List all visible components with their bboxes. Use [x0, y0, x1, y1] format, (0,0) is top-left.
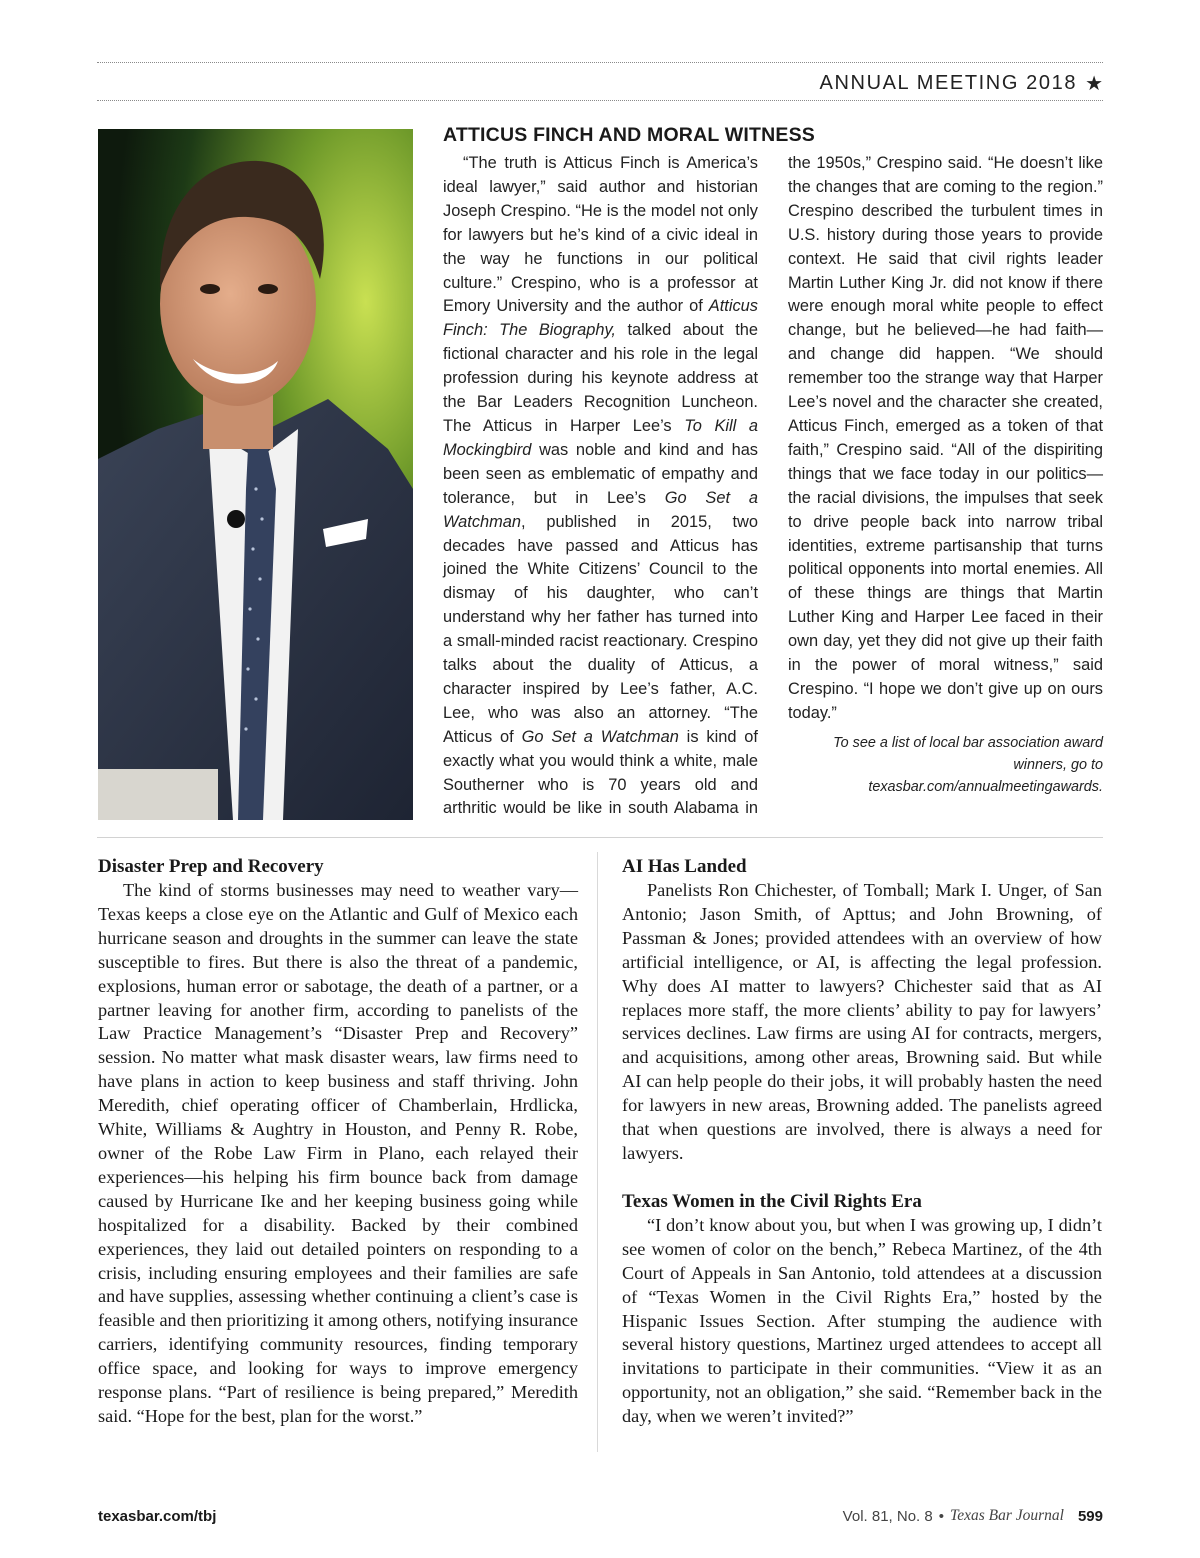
section-divider [97, 837, 1103, 838]
text-run: is kind of exactly what you would think a white, male Southerner who is 70 years old and arthritic would be like in south Alabama in the 1950s,” Crespino said. “He doesn’t like the changes that are coming to the region.” Crespino described the turbulent times in U.S. history during those years to provide context. He said that civil rights leader Martin Luther King Jr. did not know if there were enough moral white people to effect change, but he believed—he had faith—and change did happen. “We should remember too the strange way that Harper Lee’s novel and the character she created, Atticus Finch, emerged as a token of that faith,” Crespino said. “All of the dispiriting things that we face today in our politics—the racial divisions, the impulses that seek to drive people back into narrow tribal identities, extreme partisanship that turns political opponents into mortal enemies. All of these things are things that Martin Luther King and Harper Lee faced in their own day, yet they did not give up their faith in the power of moral witness,” said Crespino. “I hope we don’t give up on ours today.” [443, 154, 1103, 818]
book-title: To Kill a Mockingbird [443, 416, 759, 459]
site-link[interactable]: texasbar.com/tbj [98, 1507, 217, 1525]
article-body: “I don’t know about you, but when I was growing up, I didn’t see women of color on the bench,” Rebeca Martinez, of the 4th Court of Appeals in San Antonio, told attendees at a discussion of “Texas Women in the Civil Rights Era,” hosted by the Hispanic Issues Section. After stumping the audience with several history questions, Martinez urged attendees to accept all invitations to participate in their communities. “View it as an opportunity, not an obligation,” she said. “Remember back in the day, when we weren’t invited?” [622, 1214, 1102, 1427]
article-heading: Texas Women in the Civil Rights Era [622, 1190, 922, 1212]
text-run: “The truth is Atticus Finch is America’s ideal lawyer,” said author and historian Joseph Crespino. “He is the model not only for lawyers but he’s kind of a civic ideal in the way he functions in our political culture.” Crespino, who is a professor at Emory University and the author of [443, 154, 758, 316]
article-heading: Disaster Prep and Recovery [98, 856, 324, 877]
section-title: ANNUAL MEETING 2018 [819, 71, 1078, 94]
running-header [820, 68, 1103, 98]
feature-paragraph [443, 152, 1103, 824]
article-heading: AI Has Landed [622, 856, 747, 877]
article-body: Panelists Ron Chichester, of Tomball; Mark I. Unger, of San Antonio; Jason Smith, of Apttus; and John Browning, of Passman & Jones; provided attendees with an overview of how artificial intelligence, or AI, is affecting the legal profession. Why does AI matter to lawyers? Chichester said that as AI replaces more staff, the more clients’ ability to pay for lawyers’ services declines. Law firms are using AI for contracts, mergers, and acquisitions, among other areas, Browning said. But while AI can help people do their jobs, it will probably hasten the need for lawyers in new areas, Browning added. The panelists agreed that when questions are involved, there is always a need for lawyers. [622, 880, 1102, 1163]
awards-note: To see a list of local bar association award winners, go to texasbar.com/annualmeetingawards. [833, 734, 1103, 795]
spacer [622, 1166, 1102, 1190]
feature-title: ATTICUS FINCH AND MORAL WITNESS [443, 124, 815, 146]
article-disaster-prep [98, 855, 578, 1429]
header-rule-top [97, 62, 1103, 63]
star-icon: ★ [1085, 72, 1103, 95]
volume-label: Vol. 81, No. 8 [842, 1507, 933, 1525]
bullet-separator: • [938, 1507, 944, 1525]
book-title: Go Set a Watchman [443, 488, 758, 531]
journal-name: Texas Bar Journal [950, 1507, 1064, 1524]
text-run: was noble and kind and has been seen as emblematic of empathy and tolerance, but in Lee’s [443, 440, 758, 507]
footer-issue [843, 1507, 1103, 1525]
speaker-photo [98, 129, 413, 820]
text-run: talked about the fictional character and his role in the legal profession during his keynote address at the Bar Leaders Recognition Luncheon. The Atticus in Harper Lee’s [443, 321, 758, 435]
header-rule-bottom [97, 100, 1103, 101]
column-divider [597, 852, 598, 1452]
article-body: The kind of storms businesses may need to weather vary—Texas keeps a close eye on the Atlantic and Gulf of Mexico each hurricane season and droughts in the summer can leave the state susceptible to fires. But there is also the threat of a pandemic, explosions, human error or sabotage, the death of a partner, or a partner leaving for another firm, according to panelists of the Law Practice Management’s “Disaster Prep and Recovery” session. No matter what mask disaster wears, law firms need to have plans in action to keep business and staff thriving. John Meredith, chief operating officer of Chamberlain, Hrdlicka, White, Williams & Aughtry in Houston, and Penny R. Robe, owner of the Robe Law Firm in Plano, each relayed their experiences—his helping his firm bounce back from damage caused by Hurricane Ike and her keeping business going while hospitalized for a disability. Backed by their combined experiences, they laid out detailed pointers on responding to a crisis, including ensuring employees and their families are safe and have supplies, assessing whether continuing a client’s case is feasible and then prioritizing it among others, notifying insurance carriers, identifying community resources, finding temporary office space, and looking for ways to improve emergency response plans. “Part of resilience is being prepared,” Meredith said. “Hope for the best, plan for the worst.” [98, 880, 578, 1426]
feature-body [443, 152, 1103, 824]
page-footer [98, 1505, 1103, 1527]
page-number: 599 [1077, 1507, 1103, 1525]
article-ai [622, 855, 1102, 1429]
text-run: , published in 2015, two decades have passed and Atticus has joined the White Citizens’ Council to the dismay of his daughter, who can’t understand why her father has turned into a small-minded racist reactionary. Crespino talks about the duality of Atticus, a character inspired by Lee’s father, A.C. Lee, who was also an attorney. “The Atticus of [443, 512, 758, 746]
book-title: Go Set a Watchman [521, 727, 679, 746]
book-title: Atticus Finch: The Biography, [443, 297, 758, 340]
